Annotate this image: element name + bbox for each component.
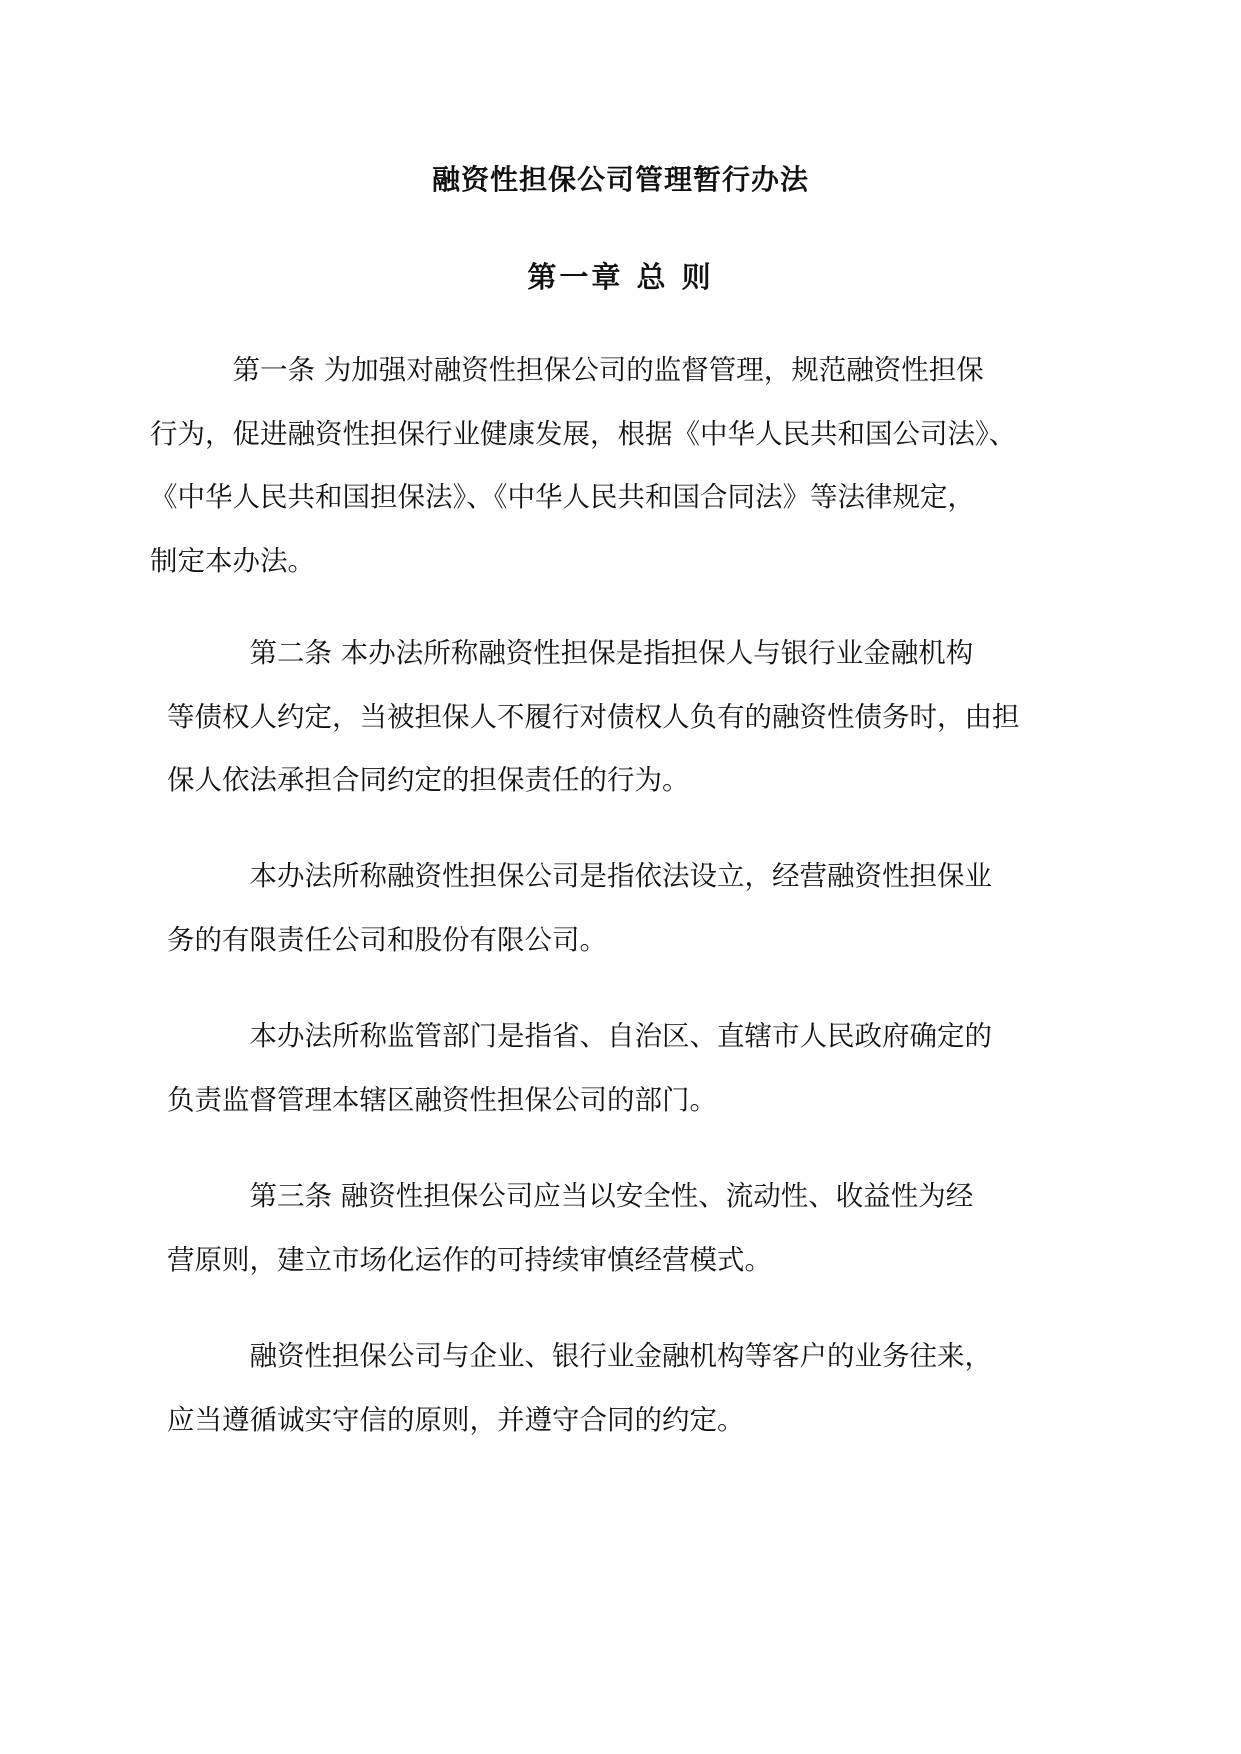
paragraph-line: 本办法所称融资性担保公司是指依法设立，经营融资性担保业 (167, 860, 992, 892)
regulator-definition-paragraph (167, 1005, 1135, 1132)
paragraph-line: 融资性担保公司与企业、银行业金融机构等客户的业务往来， (167, 1340, 992, 1372)
paragraph-line: 第三条 融资性担保公司应当以安全性、流动性、收益性为经 (167, 1180, 974, 1212)
paragraph-line: 第一条 为加强对融资性担保公司的监督管理，规范融资性担保 (150, 354, 984, 386)
paragraph-line: 本办法所称监管部门是指省、自治区、直辖市人民政府确定的 (167, 1020, 992, 1052)
paragraph-line: 务的有限责任公司和股份有限公司。 (167, 923, 607, 956)
paragraph-line: 第二条 本办法所称融资性担保是指担保人与银行业金融机构 (167, 637, 974, 669)
paragraph-line: 营原则，建立市场化运作的可持续审慎经营模式。 (167, 1243, 772, 1276)
paragraph-line: 等债权人约定，当被担保人不履行对债权人负有的融资性债务时，由担 (167, 700, 1020, 733)
article-2-paragraph (167, 622, 1135, 813)
guarantee-company-definition-paragraph (167, 845, 1135, 972)
paragraph-line: 行为，促进融资性担保行业健康发展，根据《中华人民共和国公司法》、 (150, 417, 1017, 450)
article-1-paragraph (150, 339, 1135, 593)
paragraph-line: 制定本办法。 (150, 544, 315, 577)
paragraph-line: 《中华人民共和国担保法》、《中华人民共和国合同法》等法律规定， (150, 481, 975, 513)
chapter-heading: 第一章 总 则 (527, 260, 714, 294)
paragraph-line: 负责监督管理本辖区融资性担保公司的部门。 (167, 1083, 717, 1116)
paragraph-line: 保人依法承担合同约定的担保责任的行为。 (167, 764, 690, 796)
paragraph-line: 应当遵循诚实守信的原则，并遵守合同的约定。 (167, 1403, 745, 1436)
client-dealings-paragraph (167, 1325, 1135, 1452)
article-3-paragraph (167, 1165, 1135, 1292)
document-title: 融资性担保公司管理暂行办法 (431, 163, 809, 196)
